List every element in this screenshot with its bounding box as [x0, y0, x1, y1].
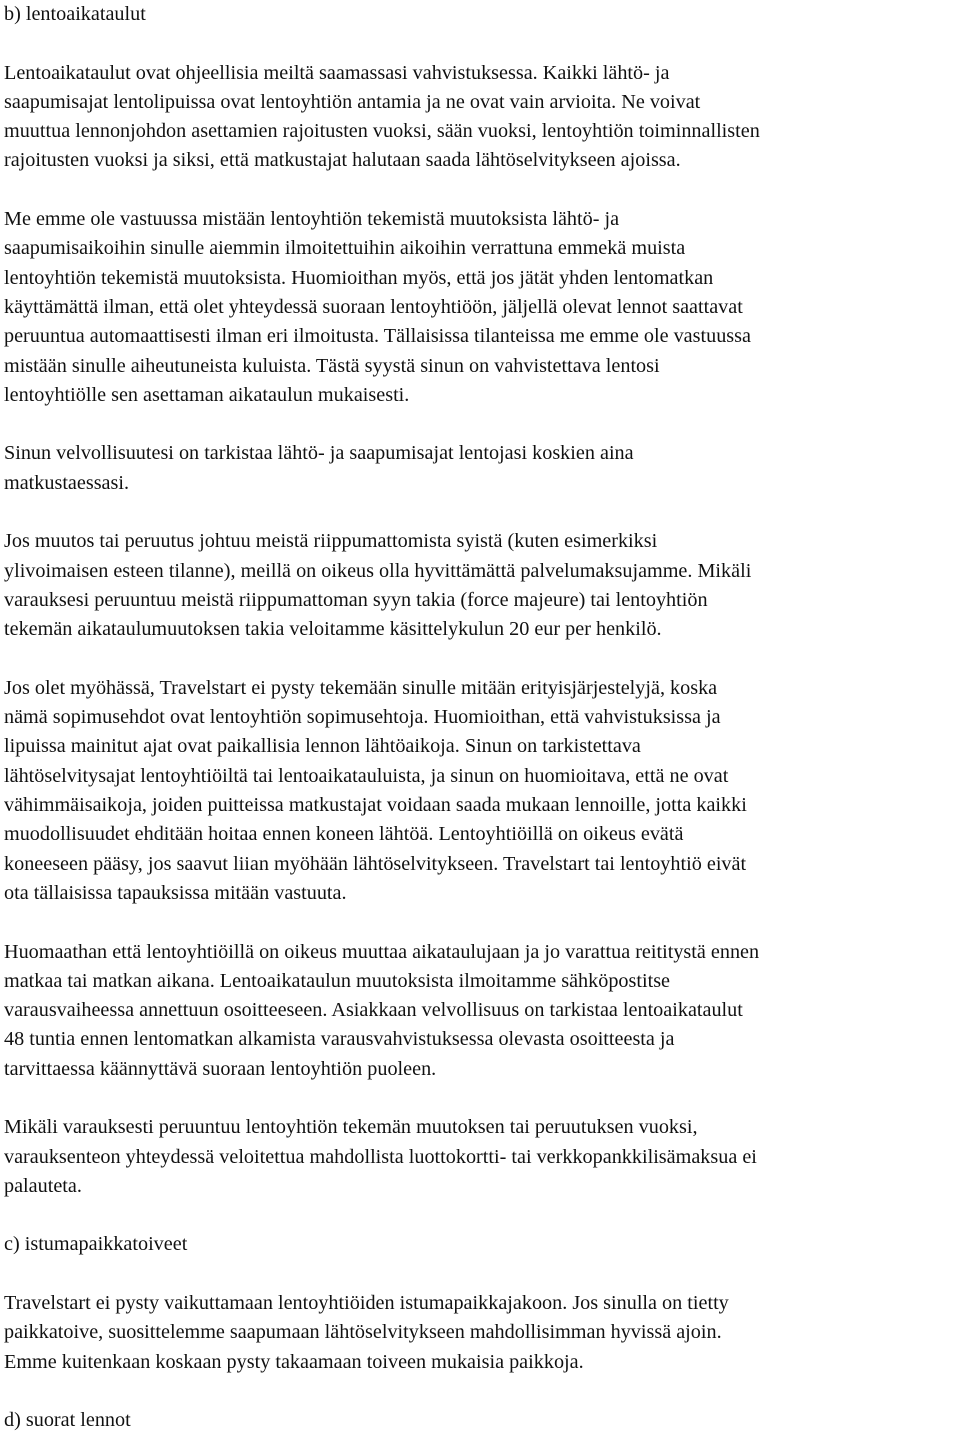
section-heading-d: d) suorat lennot — [4, 1409, 131, 1432]
text-line: Jos muutos tai peruutus johtuu meistä riippumattomista syistä (kuten esimerkiksi — [4, 530, 658, 553]
text-line: 48 tuntia ennen lentomatkan alkamista varausvahvistuksessa olevasta osoitteesta ja — [4, 1028, 675, 1051]
paragraph-c-1 — [4, 1289, 954, 1377]
text-line: tekemän aikataulumuutoksen takia veloitamme käsittelykulun 20 eur per henkilö. — [4, 618, 662, 641]
text-line: peruuntua automaattisesti ilman eri ilmoitusta. Tällaisissa tilanteissa me emme ole vastuussa — [4, 325, 751, 348]
paragraph-b-4 — [4, 527, 954, 644]
paragraph-b-5 — [4, 674, 954, 908]
text-line: mistään sinulle aiheutuneista kuluista. Tästä syystä sinun on vahvistettava lentosi — [4, 354, 660, 377]
text-line: varausvaiheessa annettuun osoitteeseen. Asiakkaan velvollisuus on tarkistaa lentoaikataulut — [4, 999, 743, 1022]
text-line: Jos olet myöhässä, Travelstart ei pysty tekemään sinulle mitään erityisjärjestelyjä, koska — [4, 676, 718, 699]
paragraph-b-1 — [4, 59, 954, 176]
text-line: nämä sopimusehdot ovat lentoyhtiön sopimusehtoja. Huomioithan, että vahvistuksissa ja — [4, 706, 721, 729]
text-line: muuttua lennonjohdon asettamien rajoitusten vuoksi, sään vuoksi, lentoyhtiön toiminnallisten — [4, 120, 760, 143]
text-line: Travelstart ei pysty vaikuttamaan lentoyhtiöiden istumapaikkajakoon. Jos sinulla on tietty — [4, 1292, 729, 1315]
paragraph-b-2 — [4, 205, 954, 410]
text-line: lähtöselvitysajat lentoyhtiöiltä tai lentoaikatauluista, ja sinun on huomioitava, että ne ovat — [4, 764, 729, 787]
text-line: Emme kuitenkaan koskaan pysty takaamaan toiveen mukaisia paikkoja. — [4, 1350, 584, 1373]
text-line: lipuissa mainitut ajat ovat paikallisia lennon lähtöaikoja. Sinun on tarkistettava — [4, 735, 641, 758]
text-line: Mikäli varauksesti peruuntuu lentoyhtiön tekemän muutoksen tai peruutuksen vuoksi, — [4, 1116, 698, 1139]
text-line: Lentoaikataulut ovat ohjeellisia meiltä saamassasi vahvistuksessa. Kaikki lähtö- ja — [4, 61, 670, 84]
text-line: vähimmäisaikoja, joiden puitteissa matkustajat voidaan saada mukaan lennoille, jotta kaikki — [4, 794, 747, 817]
text-line: Sinun velvollisuutesi on tarkistaa lähtö- ja saapumisajat lentojasi koskien aina — [4, 442, 634, 465]
text-line: saapumisajat lentolipuissa ovat lentoyhtiön antamia ja ne ovat vain arvioita. Ne voivat — [4, 90, 701, 113]
text-line: matkustaessasi. — [4, 471, 130, 494]
text-line: käyttämättä ilman, että olet yhteydessä suoraan lentoyhtiöön, jäljellä olevat lennot saattavat — [4, 295, 743, 318]
text-line: paikkatoive, suosittelemme saapumaan lähtöselvitykseen mahdollisimman hyvissä ajoin. — [4, 1321, 722, 1344]
text-line: lentoyhtiön tekemistä muutoksista. Huomioithan myös, että jos jätät yhden lentomatkan — [4, 266, 714, 289]
text-line: saapumisaikoihin sinulle aiemmin ilmoitettuihin aikoihin verrattuna emmekä muista — [4, 237, 686, 260]
text-line: matkaa tai matkan aikana. Lentoaikataulun muutoksista ilmoitamme sähköpostitse — [4, 969, 671, 992]
document-page — [4, 0, 954, 1436]
text-line: Huomaathan että lentoyhtiöillä on oikeus muuttaa aikataulujaan ja jo varattua reititystä ennen — [4, 940, 760, 963]
text-line: muodollisuudet ehditään hoitaa ennen koneen lähtöä. Lentoyhtiöillä on oikeus evätä — [4, 823, 684, 846]
text-line: koneeseen pääsy, jos saavut liian myöhään lähtöselvitykseen. Travelstart tai lentoyhtiö eivät — [4, 852, 747, 875]
paragraph-b-6 — [4, 938, 954, 1084]
text-line: rajoitusten vuoksi ja siksi, että matkustajat halutaan saada lähtöselvitykseen ajoissa. — [4, 149, 681, 172]
section-heading-c: c) istumapaikkatoiveet — [4, 1233, 188, 1256]
section-heading-b: b) lentoaikataulut — [4, 3, 146, 25]
text-line: tarvittaessa käännyttävä suoraan lentoyhtiön puoleen. — [4, 1057, 437, 1080]
text-line: varauksenteon yhteydessä veloitettua mahdollista luottokortti- tai verkkopankkilisämaksua ei — [4, 1145, 757, 1168]
text-line: Me emme ole vastuussa mistään lentoyhtiön tekemistä muutoksista lähtö- ja — [4, 208, 620, 231]
paragraph-b-7 — [4, 1113, 954, 1201]
text-line: varauksesi peruuntuu meistä riippumattoman syyn takia (force majeure) tai lentoyhtiön — [4, 588, 708, 611]
text-line: lentoyhtiölle sen asettaman aikataulun mukaisesti. — [4, 383, 410, 406]
paragraph-b-3 — [4, 439, 954, 498]
text-line: ota tällaisissa tapauksissa mitään vastuuta. — [4, 881, 347, 904]
text-line: palauteta. — [4, 1174, 82, 1197]
text-line: ylivoimaisen esteen tilanne), meillä on oikeus olla hyvittämättä palvelumaksujamme. Mikäli — [4, 559, 752, 582]
